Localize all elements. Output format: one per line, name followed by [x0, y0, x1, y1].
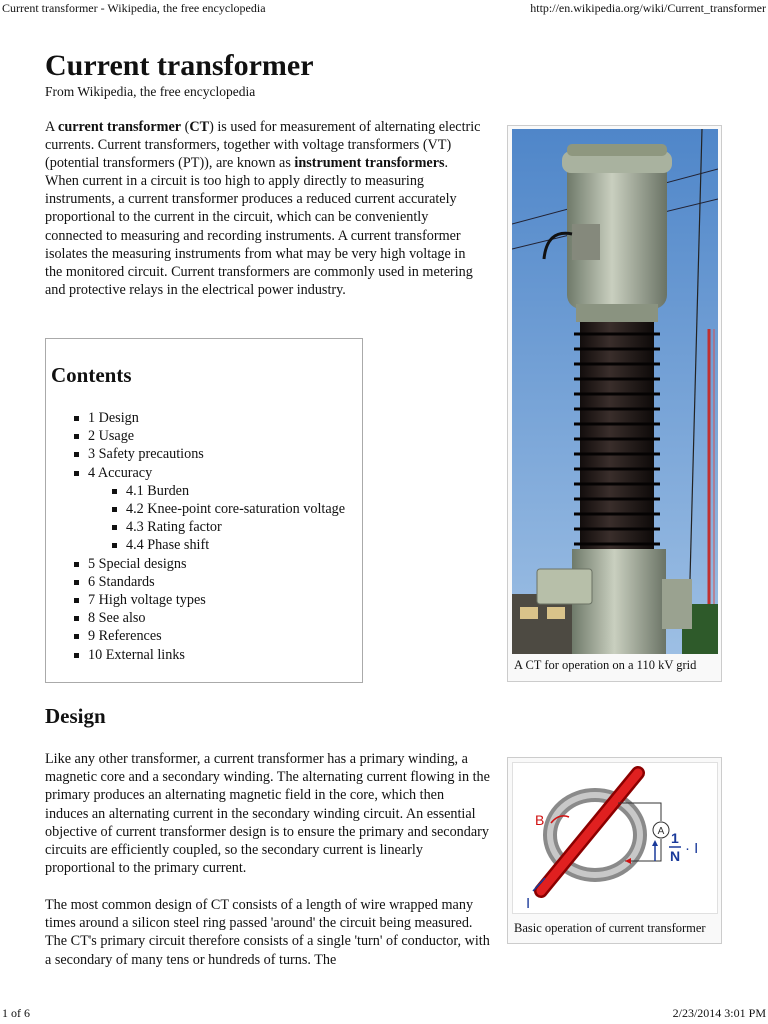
diagram-label-i: I	[526, 895, 531, 912]
table-of-contents	[45, 338, 363, 683]
header-url[interactable]: http://en.wikipedia.org/wiki/Current_transformer	[530, 1, 766, 15]
toc-title: Contents	[51, 363, 132, 387]
toc-item-rating-factor[interactable]: 4.3 Rating factor	[112, 518, 345, 536]
diagram-fraction-denominator: N	[670, 848, 681, 864]
toc-item-references[interactable]: 9 References	[74, 627, 345, 645]
diagram-fraction-numerator: 1	[671, 830, 679, 846]
term-ct: CT	[189, 119, 210, 135]
design-paragraph-2: The most common design of CT consists of a length of wire wrapped many times around a silicon steel ring passed 'around' the circuit being measured. The CT's primary circuit therefore consists of a single 'turn' of conductor, with a secondary of many tens or hundreds of turns. The	[45, 897, 490, 968]
header-page-title: Current transformer - Wikipedia, the free encyclopedia	[2, 1, 266, 15]
term-current-transformer: current transformer	[58, 119, 182, 135]
toc-item-high-voltage-types[interactable]: 7 High voltage types	[74, 591, 345, 609]
design-paragraph-1: Like any other transformer, a current transformer has a primary winding, a magnetic core and a secondary winding. The alternating current flowing in the primary produces an alternating magnetic field in the core, which then induces an alternating current in the secondary winding circuit. An essential objective of current transformer design is to ensure the primary and secondary circuits are efficiently coupled, so the secondary current is linearly proportional to the primary current.	[45, 751, 490, 877]
toc-item-external-links[interactable]: 10 External links	[74, 646, 345, 664]
ct-diagram-thumbnail	[507, 757, 722, 944]
ct-photo[interactable]	[512, 129, 718, 654]
intro-text-1: A	[45, 119, 59, 135]
toc-item-phase-shift[interactable]: 4.4 Phase shift	[112, 536, 345, 554]
toc-item-special-designs[interactable]: 5 Special designs	[74, 555, 345, 573]
ct-operation-diagram	[513, 763, 717, 913]
toc-item-see-also[interactable]: 8 See also	[74, 609, 345, 627]
ct-diagram-caption: Basic operation of current transformer	[514, 921, 706, 935]
print-footer	[0, 1006, 768, 1024]
toc-item-design[interactable]: 1 Design	[74, 409, 345, 427]
article-title: Current transformer	[45, 49, 314, 82]
article-tagline: From Wikipedia, the free encyclopedia	[45, 84, 256, 99]
diagram-label-a: A	[657, 826, 665, 837]
footer-timestamp: 2/23/2014 3:01 PM	[672, 1006, 766, 1020]
toc-list	[74, 409, 345, 664]
ct-photo-illustration	[512, 129, 718, 654]
ct-photo-thumbnail	[507, 125, 722, 682]
intro-text-3: ) is used for measurement of alternating electric currents. Current transformers, together with voltage transformers (VT) (potential transformers (PT)), are known as	[45, 119, 481, 172]
toc-item-knee-point[interactable]: 4.2 Knee-point core-saturation voltage	[112, 500, 345, 518]
print-header	[0, 0, 768, 18]
toc-item-safety-precautions[interactable]: 3 Safety precautions	[74, 445, 345, 463]
footer-page-count: 1 of 6	[2, 1006, 30, 1020]
ct-diagram[interactable]	[512, 762, 718, 914]
diagram-label-b: B	[535, 812, 545, 828]
term-instrument-transformers: instrument transformers	[294, 155, 445, 172]
intro-text-2: (	[181, 119, 190, 135]
toc-item-burden[interactable]: 4.1 Burden	[112, 482, 345, 500]
toc-item-accuracy[interactable]: 4 Accuracy	[74, 464, 345, 482]
toc-item-standards[interactable]: 6 Standards	[74, 573, 345, 591]
ct-photo-caption: A CT for operation on a 110 kV grid	[514, 658, 697, 672]
intro-paragraph	[45, 118, 485, 299]
toc-item-usage[interactable]: 2 Usage	[74, 427, 345, 445]
diagram-label-dot-i: · I	[685, 840, 699, 857]
intro-text-4: . When current in a circuit is too high to apply directly to measuring instruments, a current transformer produces a reduced current accurately proportional to the current in the circuit, which can be conveniently connected to measuring and recording instruments. A current transformer isolates the measuring instruments from what may be very high voltage in the monitored circuit. Current transformers are commonly used in metering and protective relays in the electrical power industry.	[45, 155, 473, 298]
section-heading-design: Design	[45, 704, 106, 728]
